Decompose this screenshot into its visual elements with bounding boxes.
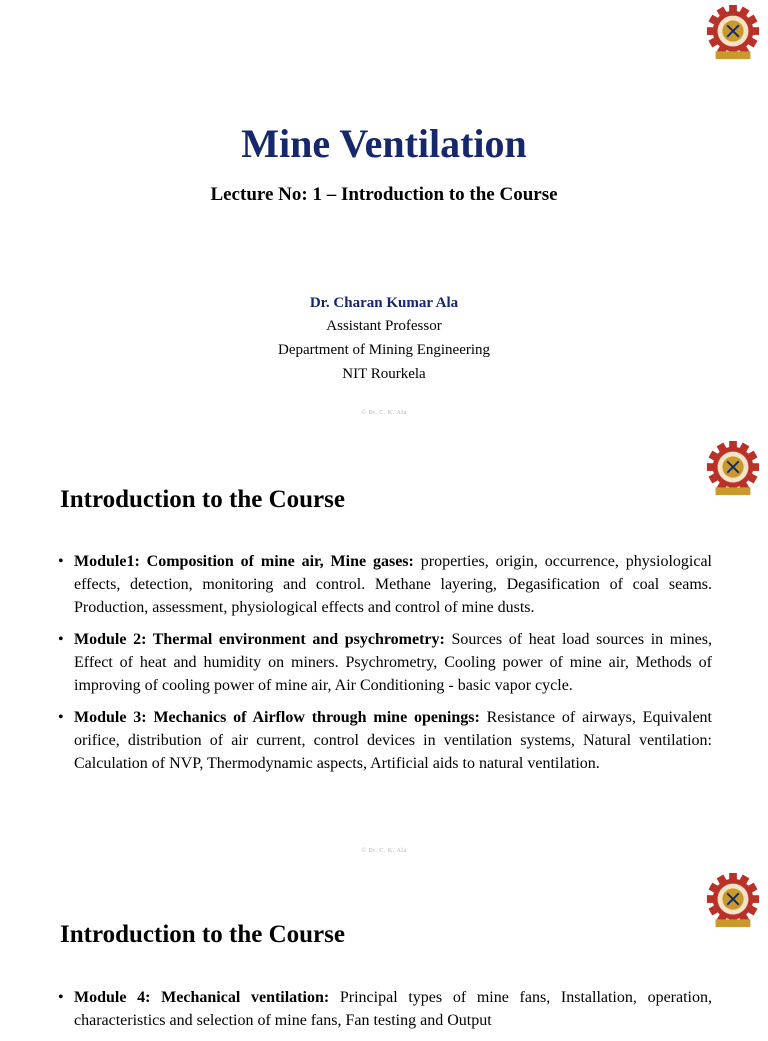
author-position: Assistant Professor bbox=[326, 318, 442, 334]
bullet: • bbox=[58, 989, 64, 1006]
bullet: • bbox=[58, 631, 64, 648]
module-description: Principal types of mine fans, Installation, operation, characteristics and selection of mine fans, Fan testing and Output bbox=[74, 989, 712, 1029]
nit-rourkela-logo-icon bbox=[704, 4, 762, 62]
module-title: Module 4: Mechanical ventilation: bbox=[74, 989, 330, 1006]
bullet: • bbox=[58, 709, 64, 726]
slide-heading: Introduction to the Course bbox=[60, 921, 345, 948]
list-item bbox=[58, 706, 712, 775]
author-block bbox=[0, 292, 768, 386]
module-list bbox=[58, 986, 712, 1041]
list-item bbox=[58, 986, 712, 1032]
module-description: Sources of heat load sources in mines, Effect of heat and humidity on miners. Psychrometry, Cooling power of mine air, Methods of improving of cooling power of mine air, Air Conditioning - basic vapor cycle. bbox=[74, 631, 713, 694]
title-slide bbox=[0, 0, 768, 432]
course-intro-slide-2 bbox=[0, 864, 768, 1029]
module-title: Module1: Composition of mine air, Mine gases: bbox=[74, 553, 414, 570]
bullet: • bbox=[58, 553, 64, 570]
author-department: Department of Mining Engineering bbox=[277, 342, 491, 358]
slide-footer: © Dr. C. K. Ala bbox=[361, 848, 407, 854]
nit-rourkela-logo-icon bbox=[704, 872, 762, 930]
module-list bbox=[58, 550, 712, 784]
author-name: Dr. Charan Kumar Ala bbox=[309, 295, 459, 311]
nit-rourkela-logo-icon bbox=[704, 440, 762, 498]
presentation-title: Mine Ventilation bbox=[241, 121, 527, 166]
module-description: Resistance of airways, Equivalent orifice, distribution of air current, control devices in ventilation systems, Natural ventilation: Calculation of NVP, Thermodynamic aspects, Artificial aids to natural ventilation. bbox=[74, 709, 712, 772]
course-intro-slide-1 bbox=[0, 432, 768, 864]
module-description: properties, origin, occurrence, physiological effects, detection, monitoring and control. Methane layering, Degasification of coal seams. Production, assessment, physiological effects and control of mine dusts. bbox=[74, 553, 712, 616]
lecture-subtitle: Lecture No: 1 – Introduction to the Course bbox=[210, 184, 558, 205]
slide-heading: Introduction to the Course bbox=[60, 486, 345, 513]
module-title: Module 2: Thermal environment and psychrometry: bbox=[74, 631, 445, 648]
list-item bbox=[58, 628, 712, 697]
slide-footer: © Dr. C. K. Ala bbox=[361, 410, 407, 416]
author-institute: NIT Rourkela bbox=[342, 366, 426, 382]
list-item bbox=[58, 550, 712, 619]
module-title: Module 3: Mechanics of Airflow through mine openings: bbox=[74, 709, 480, 726]
